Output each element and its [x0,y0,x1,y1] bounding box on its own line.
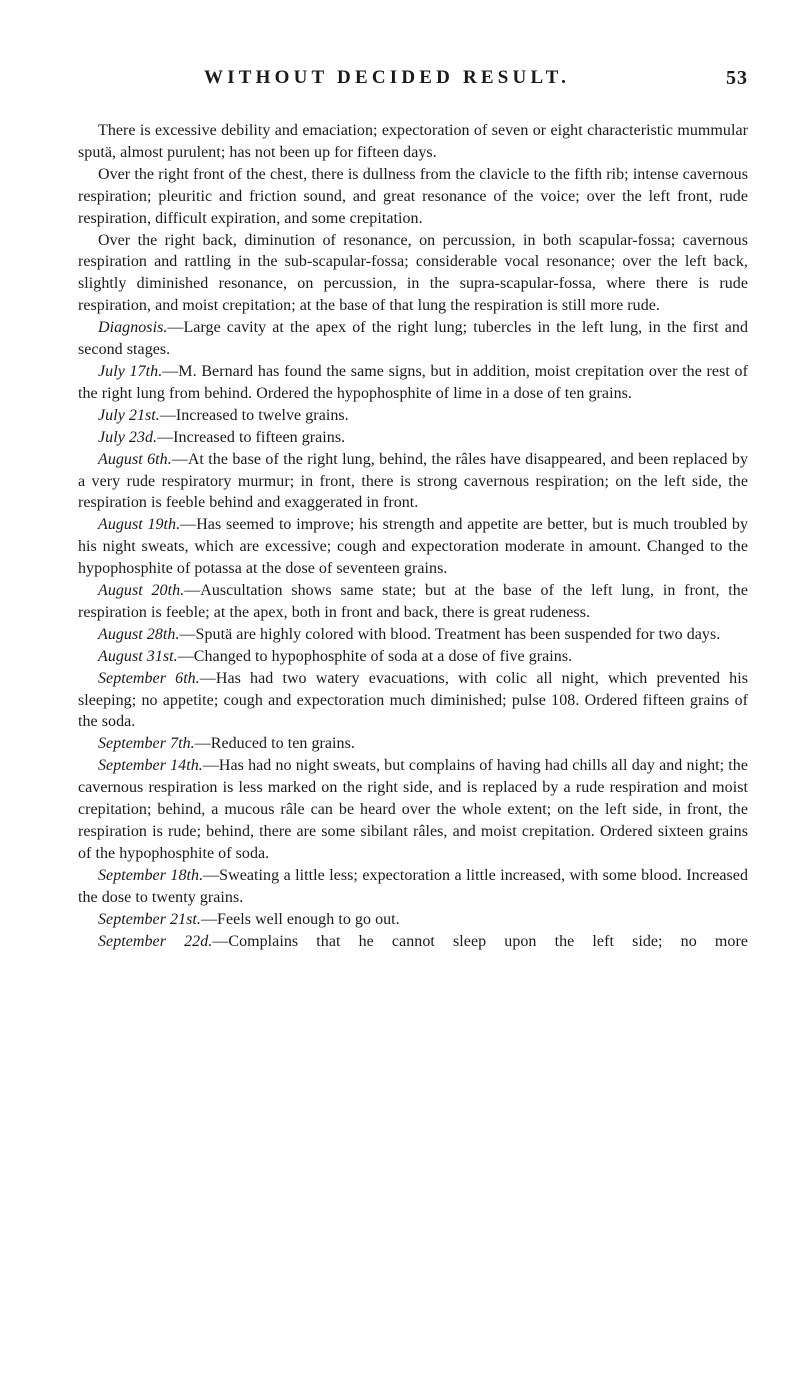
paragraph [78,624,748,646]
entry-date: September 22d. [98,932,213,950]
entry-date: September 21st. [98,910,201,928]
page-number: 53 [726,67,748,89]
paragraph [78,646,748,668]
entry-date: Diagnosis. [98,319,168,337]
paragraph [78,317,748,361]
paragraph-text: —Has had no night sweats, but complains of having had chills all day and night; the cavernous respiration is less marked on the right side, and is replaced by a rude respiration and moist crepitation; behind, a mucous râle can be heard over the whole extent; on the left side, in front, the respiration is rude; behind, there are some sibilant râles, and moist crepitation. Ordered sixteen grains of the hypophosphite of soda. [78,757,748,862]
entry-date: September 18th. [98,866,204,884]
paragraph [78,865,748,909]
paragraph [78,514,748,580]
paragraph-text: —Increased to twelve grains. [159,406,349,424]
paragraph-text: Over the right front of the chest, there is dullness from the clavicle to the fifth rib; intense cavernous respiration; pleuritic and friction sound, and great resonance of the voice; over the left front, rude respiration, difficult expiration, and some crepitation. [78,165,748,227]
paragraph-text: —Sputä are highly colored with blood. Treatment has been suspended for two days. [179,625,721,643]
paragraph-text: —Has had two watery evacuations, with colic all night, which prevented his sleeping; no appetite; cough and expectoration much diminished; pulse 108. Ordered fifteen grains of the soda. [78,669,748,731]
entry-date: July 21st. [98,406,160,424]
paragraph [78,164,748,230]
paragraph-text: —Reduced to ten grains. [194,735,355,753]
running-title: WITHOUT DECIDED RESULT. [204,67,571,88]
paragraph-text: —Increased to fifteen grains. [157,428,346,446]
paragraph [78,405,748,427]
paragraph-text: —Changed to hypophosphite of soda at a dose of five grains. [177,647,573,665]
entry-date: August 19th. [98,516,181,534]
running-head [78,66,748,102]
entry-date: August 31st. [98,647,178,665]
paragraph [78,909,748,931]
paragraph [78,580,748,624]
paragraph [78,449,748,515]
paragraph [78,427,748,449]
paragraph-text: —Has seemed to improve; his strength and appetite are better, but is much troubled by his night sweats, which are excessive; cough and expectoration moderate in amount. Changed to the hypophosphite of potassa at the dose of seventeen grains. [78,516,748,578]
entry-date: August 20th. [98,582,185,600]
paragraph [78,755,748,865]
body-text [78,120,748,952]
paragraph [78,733,748,755]
entry-date: September 7th. [98,735,195,753]
paragraph-text: —Auscultation shows same state; but at the base of the left lung, in front, the respiration is feeble; at the apex, both in front and back, there is great rudeness. [78,582,748,621]
paragraph [78,668,748,734]
paragraph-text: —Large cavity at the apex of the right lung; tubercles in the left lung, in the first and second stages. [78,319,748,359]
paragraph-text: —At the base of the right lung, behind, the râles have disappeared, and been replaced by a very rude respiratory murmur; in front, there is strong cavernous respiration; on the left side, the respiration is feeble behind and exaggerated in front. [78,450,748,512]
paragraph [78,361,748,405]
entry-date: August 28th. [98,625,180,643]
entry-date: August 6th. [98,450,172,468]
paragraph-text: —M. Bernard has found the same signs, but in addition, moist crepitation over the rest of the right lung from behind. Ordered the hypophosphite of lime in a dose of ten grains. [78,362,748,402]
paragraph-text: Over the right back, diminution of resonance, on percussion, in both scapular-fossa; cavernous respiration and rattling in the sub-scapular-fossa; considerable vocal resonance; over the left back, slightly diminished resonance, on percussion, in the supra-scapular-fossa, where there is rude respiration, and moist crepitation; at the base of that lung the respiration is still more rude. [78,231,748,315]
paragraph-text: —Sweating a little less; expectoration a little increased, with some blood. Increased the dose to twenty grains. [78,866,748,906]
entry-date: September 6th. [98,669,200,687]
paragraph [78,931,748,953]
paragraph-text: —Feels well enough to go out. [200,910,400,928]
entry-date: July 23d. [98,428,158,446]
book-page [78,66,748,952]
paragraph-text: There is excessive debility and emaciation; expectoration of seven or eight characteristic mummular sputä, almost purulent; has not been up for fifteen days. [78,122,748,161]
entry-date: September 14th. [98,757,203,775]
paragraph [78,230,748,318]
paragraph [78,120,748,164]
entry-date: July 17th. [98,362,163,380]
paragraph-text: —Complains that he cannot sleep upon the left side; no more [212,932,748,950]
